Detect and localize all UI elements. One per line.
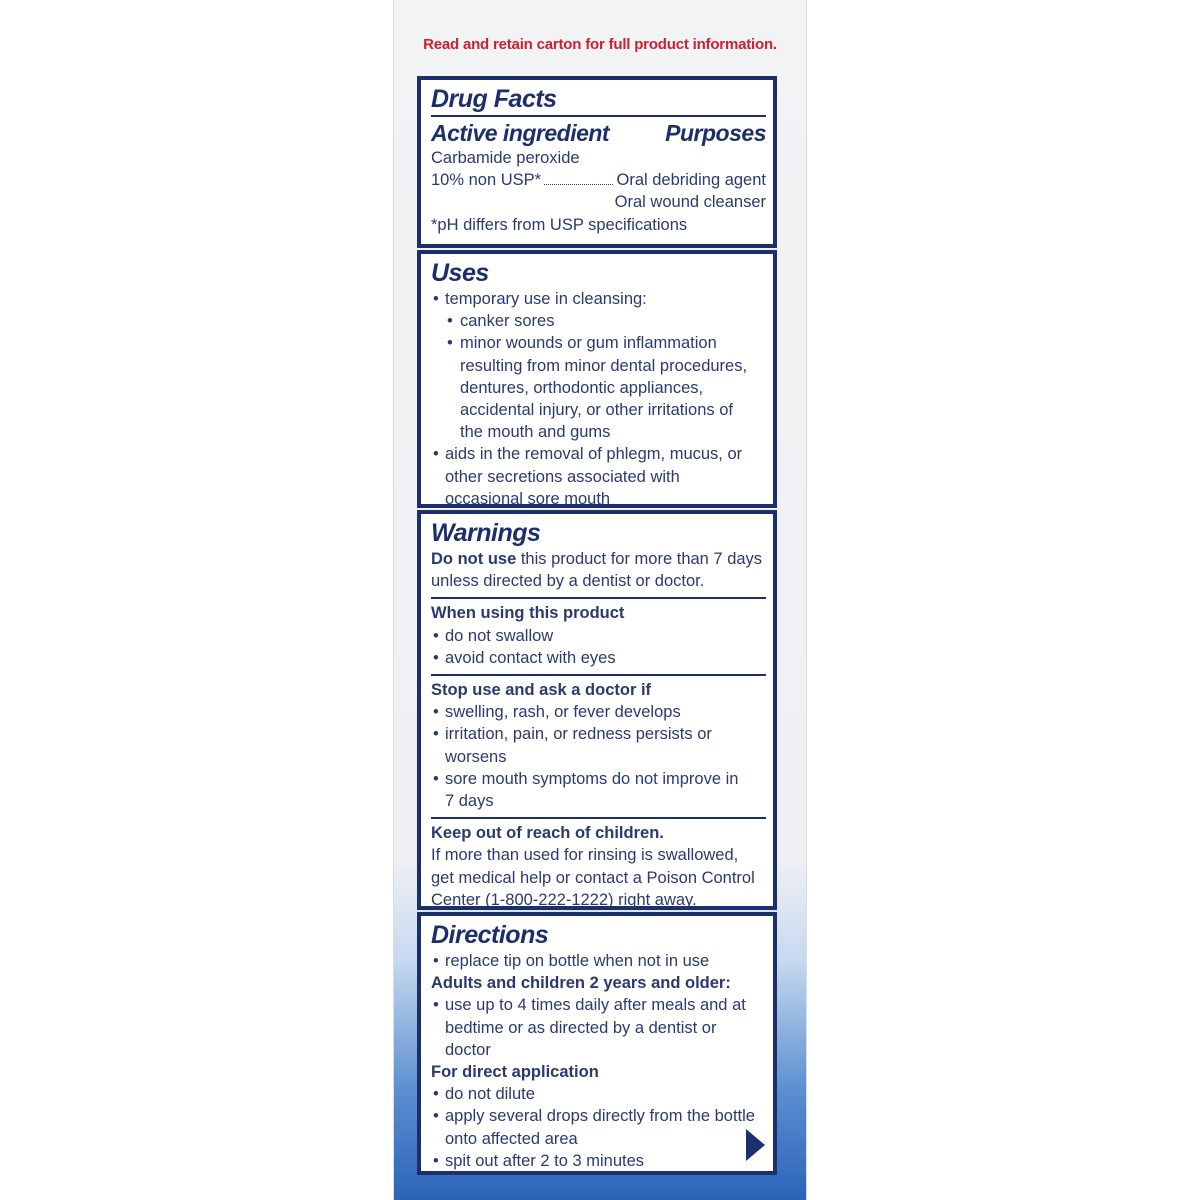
uses-item-cont: other secretions associated with [445, 467, 680, 486]
warnings-panel [417, 510, 777, 910]
carton-side-panel [393, 0, 807, 1200]
when-using-item: • do not swallow [431, 625, 766, 647]
uses-subitem-cont: dentures, orthodontic appliances, [460, 378, 704, 397]
purpose-debriding: Oral debriding agent [616, 171, 766, 190]
keep-out-line: get medical help or contact a Poison Control [431, 868, 755, 887]
when-using-item: • avoid contact with eyes [431, 647, 766, 669]
adults-heading: Adults and children 2 years and older: [431, 974, 731, 993]
uses-panel [417, 250, 777, 508]
do-not-use-line2: unless directed by a dentist or doctor. [431, 572, 705, 591]
uses-subitem-cont: accidental injury, or other irritations of [460, 401, 733, 420]
uses-subitem: • canker sores [431, 310, 766, 332]
keep-out-section [431, 817, 766, 911]
ph-footnote: *pH differs from USP specifications [431, 215, 688, 234]
direct-item: • spit out after 2 to 3 minutes [431, 1150, 766, 1172]
active-ingredient-panel [417, 76, 777, 248]
uses-item: • aids in the removal of phlegm, mucus, or [431, 443, 766, 465]
drug-facts-title: Drug Facts [431, 84, 766, 117]
ingredient-strength-row [431, 169, 766, 191]
when-using-heading: When using this product [431, 604, 625, 623]
stop-use-heading: Stop use and ask a doctor if [431, 681, 652, 700]
purpose-cleanser: Oral wound cleanser [614, 193, 766, 212]
active-ingredient-header-row [431, 119, 766, 147]
uses-item: • temporary use in cleansing: [431, 288, 766, 310]
uses-subitem-cont: resulting from minor dental procedures, [460, 356, 748, 375]
do-not-use-rest: this product for more than 7 days [516, 550, 763, 568]
direct-item-cont: onto affected area [445, 1129, 578, 1148]
keep-out-line: If more than used for rinsing is swallowed, [431, 846, 739, 865]
stop-use-item: • sore mouth symptoms do not improve in [431, 768, 766, 790]
direct-item: • do not dilute [431, 1083, 766, 1105]
warnings-title: Warnings [431, 519, 541, 547]
keep-out-heading: Keep out of reach of children. [431, 824, 664, 843]
keep-out-line: Center (1-800-222-1222) right away. [431, 890, 697, 909]
directions-title: Directions [431, 921, 549, 949]
active-ingredient-heading: Active ingredient [431, 120, 610, 146]
do-not-use-text [431, 548, 766, 570]
stop-use-item: • irritation, pain, or redness persists or [431, 723, 766, 745]
directions-item: • replace tip on bottle when not in use [431, 950, 766, 972]
uses-item-cont: occasional sore mouth [445, 489, 611, 508]
adults-item: • use up to 4 times daily after meals and at [431, 994, 766, 1016]
do-not-use-label: Do not use [431, 550, 517, 568]
adults-item-cont: bedtime or as directed by a dentist or [445, 1018, 717, 1037]
uses-title: Uses [431, 259, 489, 287]
stop-use-item-cont: 7 days [445, 792, 494, 811]
stop-use-item-cont: worsens [445, 747, 507, 766]
uses-subitem-cont: the mouth and gums [460, 423, 611, 442]
when-using-section [431, 597, 766, 669]
ingredient-name: Carbamide peroxide [431, 149, 580, 167]
purposes-heading: Purposes [665, 120, 766, 146]
directions-panel [417, 912, 777, 1175]
stop-use-section [431, 674, 766, 812]
direct-item: • apply several drops directly from the bottle [431, 1105, 766, 1127]
adults-item-cont: doctor [445, 1040, 491, 1059]
retain-carton-notice: Read and retain carton for full product information. [423, 36, 777, 53]
continue-arrow-icon [746, 1129, 765, 1161]
ingredient-strength: 10% non USP* [431, 171, 542, 190]
direct-application-heading: For direct application [431, 1063, 599, 1082]
uses-subitem: • minor wounds or gum inflammation [431, 332, 766, 354]
dotted-leader [544, 184, 613, 185]
stop-use-item: • swelling, rash, or fever develops [431, 701, 766, 723]
